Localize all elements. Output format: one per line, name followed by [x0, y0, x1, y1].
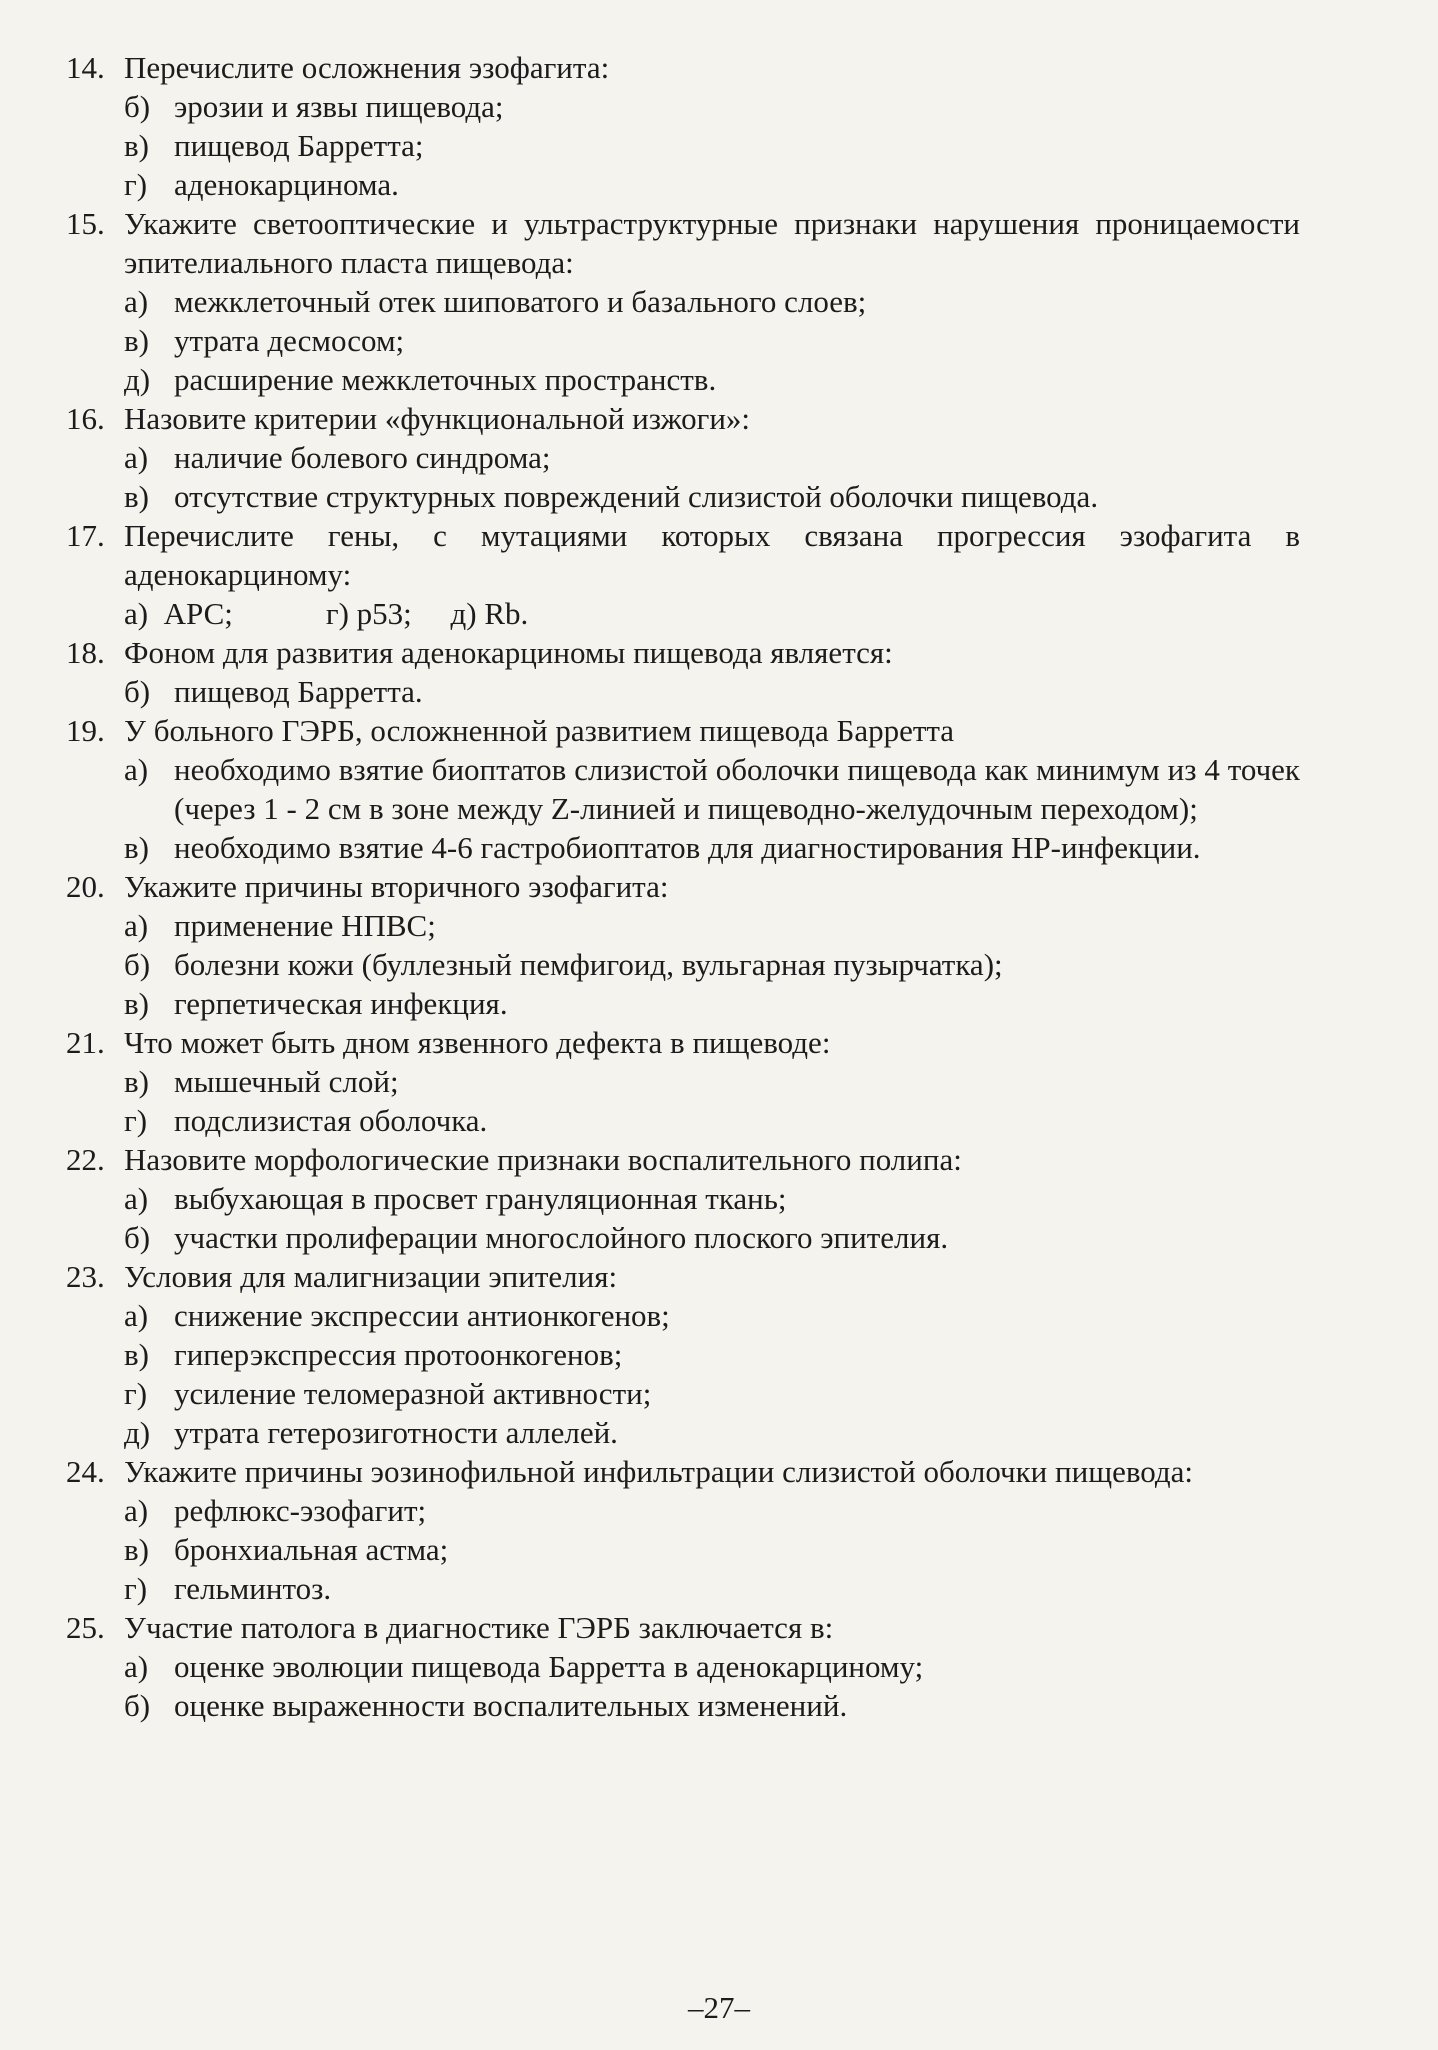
answer-text: оценке эволюции пищевода Барретта в аденокарциному; — [174, 1649, 924, 1684]
answer-item — [124, 828, 1300, 867]
answer-text: отсутствие структурных повреждений слизистой оболочки пищевода. — [174, 479, 1099, 514]
question-number: 22. — [66, 1142, 105, 1177]
answer-item — [124, 477, 1300, 516]
answer-item — [124, 906, 1300, 945]
question-number: 25. — [66, 1610, 105, 1645]
answer-text: участки пролиферации многослойного плоского эпителия. — [174, 1220, 949, 1255]
answer-letter: а) — [124, 1181, 149, 1216]
answer-item — [124, 1413, 1300, 1452]
question-item — [66, 633, 1300, 672]
answer-item — [124, 1569, 1300, 1608]
question-text: Перечислите осложнения эзофагита: — [124, 50, 610, 85]
answer-letter: а) — [124, 440, 149, 475]
answer-text: болезни кожи (буллезный пемфигоид, вульгарная пузырчатка); — [174, 947, 1003, 982]
answer-text: выбухающая в просвет грануляционная ткань; — [174, 1181, 787, 1216]
answer-letter: б) — [124, 89, 151, 124]
answer-letter: а) — [124, 752, 149, 787]
question-item — [66, 711, 1300, 750]
answer-letter: г) — [124, 1103, 148, 1138]
answer-text: применение НПВС; — [174, 908, 436, 943]
question-list — [66, 48, 1300, 1725]
question-text: Назовите морфологические признаки воспалительного полипа: — [124, 1142, 962, 1177]
answer-letter: б) — [124, 1220, 151, 1255]
question-item — [66, 399, 1300, 438]
answer-text: утрата гетерозиготности аллелей. — [174, 1415, 618, 1450]
question-number: 23. — [66, 1259, 105, 1294]
answer-letter: г) — [124, 1376, 148, 1411]
answer-text: усиление теломеразной активности; — [174, 1376, 652, 1411]
answer-item — [124, 1335, 1300, 1374]
answer-text: наличие болевого синдрома; — [174, 440, 551, 475]
question-number: 20. — [66, 869, 105, 904]
answer-letter: г) — [124, 1571, 148, 1606]
answer-letter: б) — [124, 1688, 151, 1723]
question-text: Перечислите гены, с мутациями которых связана прогрессия эзофагита в аденокарциному: — [124, 518, 1300, 592]
question-item — [66, 204, 1300, 282]
answer-letter: в) — [124, 830, 149, 865]
question-item — [66, 1140, 1300, 1179]
answer-text: необходимо взятие биоптатов слизистой оболочки пищевода как минимум из 4 точек (через 1 - 2 см в зоне между Z-линией и пищеводно-желудочным переходом); — [174, 752, 1300, 826]
answer-text: гельминтоз. — [174, 1571, 332, 1606]
answer-letter: в) — [124, 1337, 149, 1372]
question-number: 21. — [66, 1025, 105, 1060]
answer-letter: в) — [124, 986, 149, 1021]
question-text: Что может быть дном язвенного дефекта в пищеводе: — [124, 1025, 831, 1060]
answer-text: герпетическая инфекция. — [174, 986, 508, 1021]
answer-letter: в) — [124, 128, 149, 163]
question-text: Фоном для развития аденокарциномы пищевода является: — [124, 635, 893, 670]
answer-letter: г) — [124, 167, 148, 202]
answer-item — [124, 984, 1300, 1023]
page-number: –27– — [688, 1990, 750, 2025]
answer-text: бронхиальная астма; — [174, 1532, 449, 1567]
question-number: 18. — [66, 635, 105, 670]
answer-text: эрозии и язвы пищевода; — [174, 89, 504, 124]
answer-letter: д) — [124, 1415, 151, 1450]
answer-letter: а) — [124, 908, 149, 943]
answer-letter: д) — [124, 362, 151, 397]
question-text: Укажите причины эозинофильной инфильтрации слизистой оболочки пищевода: — [124, 1454, 1194, 1489]
question-text: Назовите критерии «функциональной изжоги»: — [124, 401, 751, 436]
answer-text: необходимо взятие 4-6 гастробиоптатов для диагностирования НР-инфекции. — [174, 830, 1201, 865]
answer-item — [124, 750, 1300, 828]
answer-item — [124, 1179, 1300, 1218]
question-text: У больного ГЭРБ, осложненной развитием пищевода Барретта — [124, 713, 955, 748]
answer-item — [124, 165, 1300, 204]
answer-item — [124, 126, 1300, 165]
answer-text: снижение экспрессии антионкогенов; — [174, 1298, 670, 1333]
answer-letter: в) — [124, 1064, 149, 1099]
answer-text: гиперэкспрессия протоонкогенов; — [174, 1337, 623, 1372]
answer-letter: б) — [124, 947, 151, 982]
answer-item — [124, 1491, 1300, 1530]
answer-item — [124, 1530, 1300, 1569]
answer-text: подслизистая оболочка. — [174, 1103, 488, 1138]
question-item — [66, 1257, 1300, 1296]
answer-letter: в) — [124, 323, 149, 358]
answer-text: утрата десмосом; — [174, 323, 405, 358]
answer-text: рефлюкс-эзофагит; — [174, 1493, 427, 1528]
answer-text: расширение межклеточных пространств. — [174, 362, 717, 397]
answer-item — [124, 1218, 1300, 1257]
answer-item — [124, 945, 1300, 984]
answer-item — [124, 672, 1300, 711]
answer-item — [124, 282, 1300, 321]
answer-letter: а) — [124, 284, 149, 319]
question-item — [66, 867, 1300, 906]
question-number: 19. — [66, 713, 105, 748]
answer-item — [124, 1647, 1300, 1686]
question-item — [66, 1608, 1300, 1647]
answer-item — [124, 1374, 1300, 1413]
question-number: 17. — [66, 518, 105, 553]
answer-text: аденокарцинома. — [174, 167, 399, 202]
question-text: Укажите светооптические и ультраструктурные признаки нарушения проницаемости эпителиального пласта пищевода: — [124, 206, 1300, 280]
answer-item — [124, 438, 1300, 477]
question-number: 14. — [66, 50, 105, 85]
answer-letter: а) — [124, 1298, 149, 1333]
question-text: Участие патолога в диагностике ГЭРБ заключается в: — [124, 1610, 834, 1645]
answer-item — [124, 87, 1300, 126]
answer-item — [124, 1296, 1300, 1335]
answer-text: оценке выраженности воспалительных изменений. — [174, 1688, 848, 1723]
answer-letter: б) — [124, 674, 151, 709]
answer-text: мышечный слой; — [174, 1064, 399, 1099]
answer-text: межклеточный отек шиповатого и базального слоев; — [174, 284, 867, 319]
answer-letter: а) — [124, 1493, 149, 1528]
question-number: 24. — [66, 1454, 105, 1489]
answer-letter: а) — [124, 1649, 149, 1684]
answer-inline: а) АРС; г) р53; д) Rb. — [124, 596, 529, 631]
question-text: Укажите причины вторичного эзофагита: — [124, 869, 669, 904]
answer-item — [124, 321, 1300, 360]
question-number: 16. — [66, 401, 105, 436]
question-item — [66, 1452, 1300, 1491]
question-item — [66, 1023, 1300, 1062]
question-item — [66, 48, 1300, 87]
answer-text: пищевод Барретта. — [174, 674, 423, 709]
question-item — [66, 516, 1300, 594]
question-number: 15. — [66, 206, 105, 241]
answer-text: пищевод Барретта; — [174, 128, 424, 163]
answer-letter: в) — [124, 1532, 149, 1567]
answer-item — [124, 1101, 1300, 1140]
answer-item — [124, 1062, 1300, 1101]
question-text: Условия для малигнизации эпителия: — [124, 1259, 618, 1294]
answer-item — [124, 1686, 1300, 1725]
answer-letter: в) — [124, 479, 149, 514]
answer-item — [124, 360, 1300, 399]
